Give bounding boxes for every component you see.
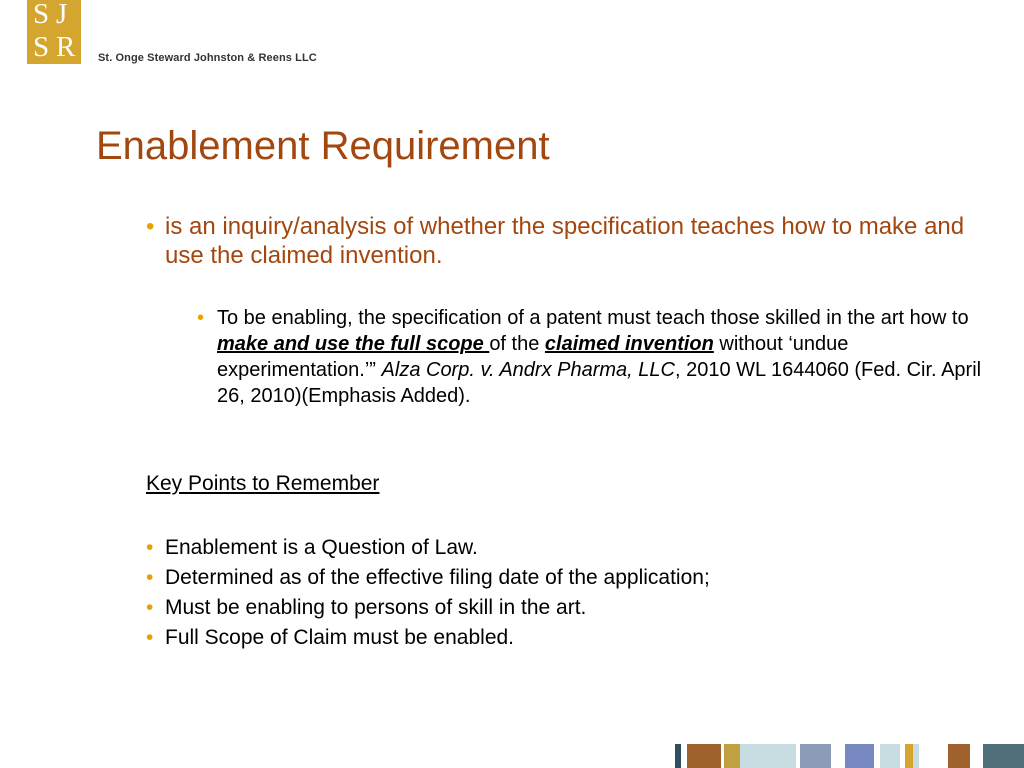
bullet-icon: • bbox=[146, 213, 155, 240]
bullet-icon: • bbox=[146, 566, 154, 589]
list-item bbox=[146, 563, 710, 593]
accent-bar bbox=[724, 744, 740, 768]
logo-letter-s: S bbox=[33, 0, 50, 30]
sub-bullet-text-1: To be enabling, the specification of a patent must teach those skilled in the art how to bbox=[217, 307, 969, 329]
list-item bbox=[146, 623, 710, 653]
slide-title: Enablement Requirement bbox=[96, 124, 550, 168]
bullet-icon: • bbox=[197, 307, 205, 329]
key-point-text: Enablement is a Question of Law. bbox=[165, 536, 478, 559]
firm-logo bbox=[27, 0, 81, 64]
list-item bbox=[146, 533, 710, 563]
list-item bbox=[146, 593, 710, 623]
logo-letter-r: R bbox=[56, 31, 76, 63]
emphasis-full-scope: make and use the full scope bbox=[217, 333, 490, 355]
bullet-icon: • bbox=[146, 536, 154, 559]
accent-bar bbox=[740, 744, 796, 768]
logo-letter-j: J bbox=[56, 0, 68, 30]
main-bullet-text: is an inquiry/analysis of whether the specification teaches how to make and use the claimed invention. bbox=[165, 213, 965, 269]
accent-bar bbox=[845, 744, 874, 768]
sub-bullet-text-2: of the bbox=[489, 333, 545, 355]
accent-bar bbox=[800, 744, 831, 768]
sub-bullet-text-3: without ‘undue experimentation.’” bbox=[217, 333, 849, 381]
key-points-list bbox=[146, 533, 710, 653]
case-citation: Alza Corp. v. Andrx Pharma, LLC bbox=[381, 359, 675, 381]
key-point-text: Determined as of the effective filing date of the application; bbox=[165, 566, 710, 589]
firm-name: St. Onge Steward Johnston & Reens LLC bbox=[98, 52, 317, 64]
logo-letter-s2: S bbox=[33, 31, 50, 63]
key-point-text: Full Scope of Claim must be enabled. bbox=[165, 626, 515, 649]
sub-bullet bbox=[197, 305, 987, 409]
bullet-icon: • bbox=[146, 596, 154, 619]
accent-bar bbox=[983, 744, 1024, 768]
accent-bar bbox=[913, 744, 919, 768]
emphasis-claimed-invention: claimed invention bbox=[544, 333, 714, 355]
main-bullet bbox=[146, 212, 965, 270]
accent-bar bbox=[880, 744, 900, 768]
accent-bar bbox=[687, 744, 721, 768]
sub-bullet-text-4: , 2010 WL 1644060 (Fed. Cir. April 26, 2010)(Emphasis Added). bbox=[217, 359, 982, 407]
accent-bar bbox=[675, 744, 681, 768]
key-point-text: Must be enabling to persons of skill in the art. bbox=[165, 596, 587, 619]
accent-bar bbox=[948, 744, 970, 768]
bullet-icon: • bbox=[146, 626, 154, 649]
accent-bar bbox=[905, 744, 913, 768]
key-points-heading: Key Points to Remember bbox=[146, 472, 380, 495]
